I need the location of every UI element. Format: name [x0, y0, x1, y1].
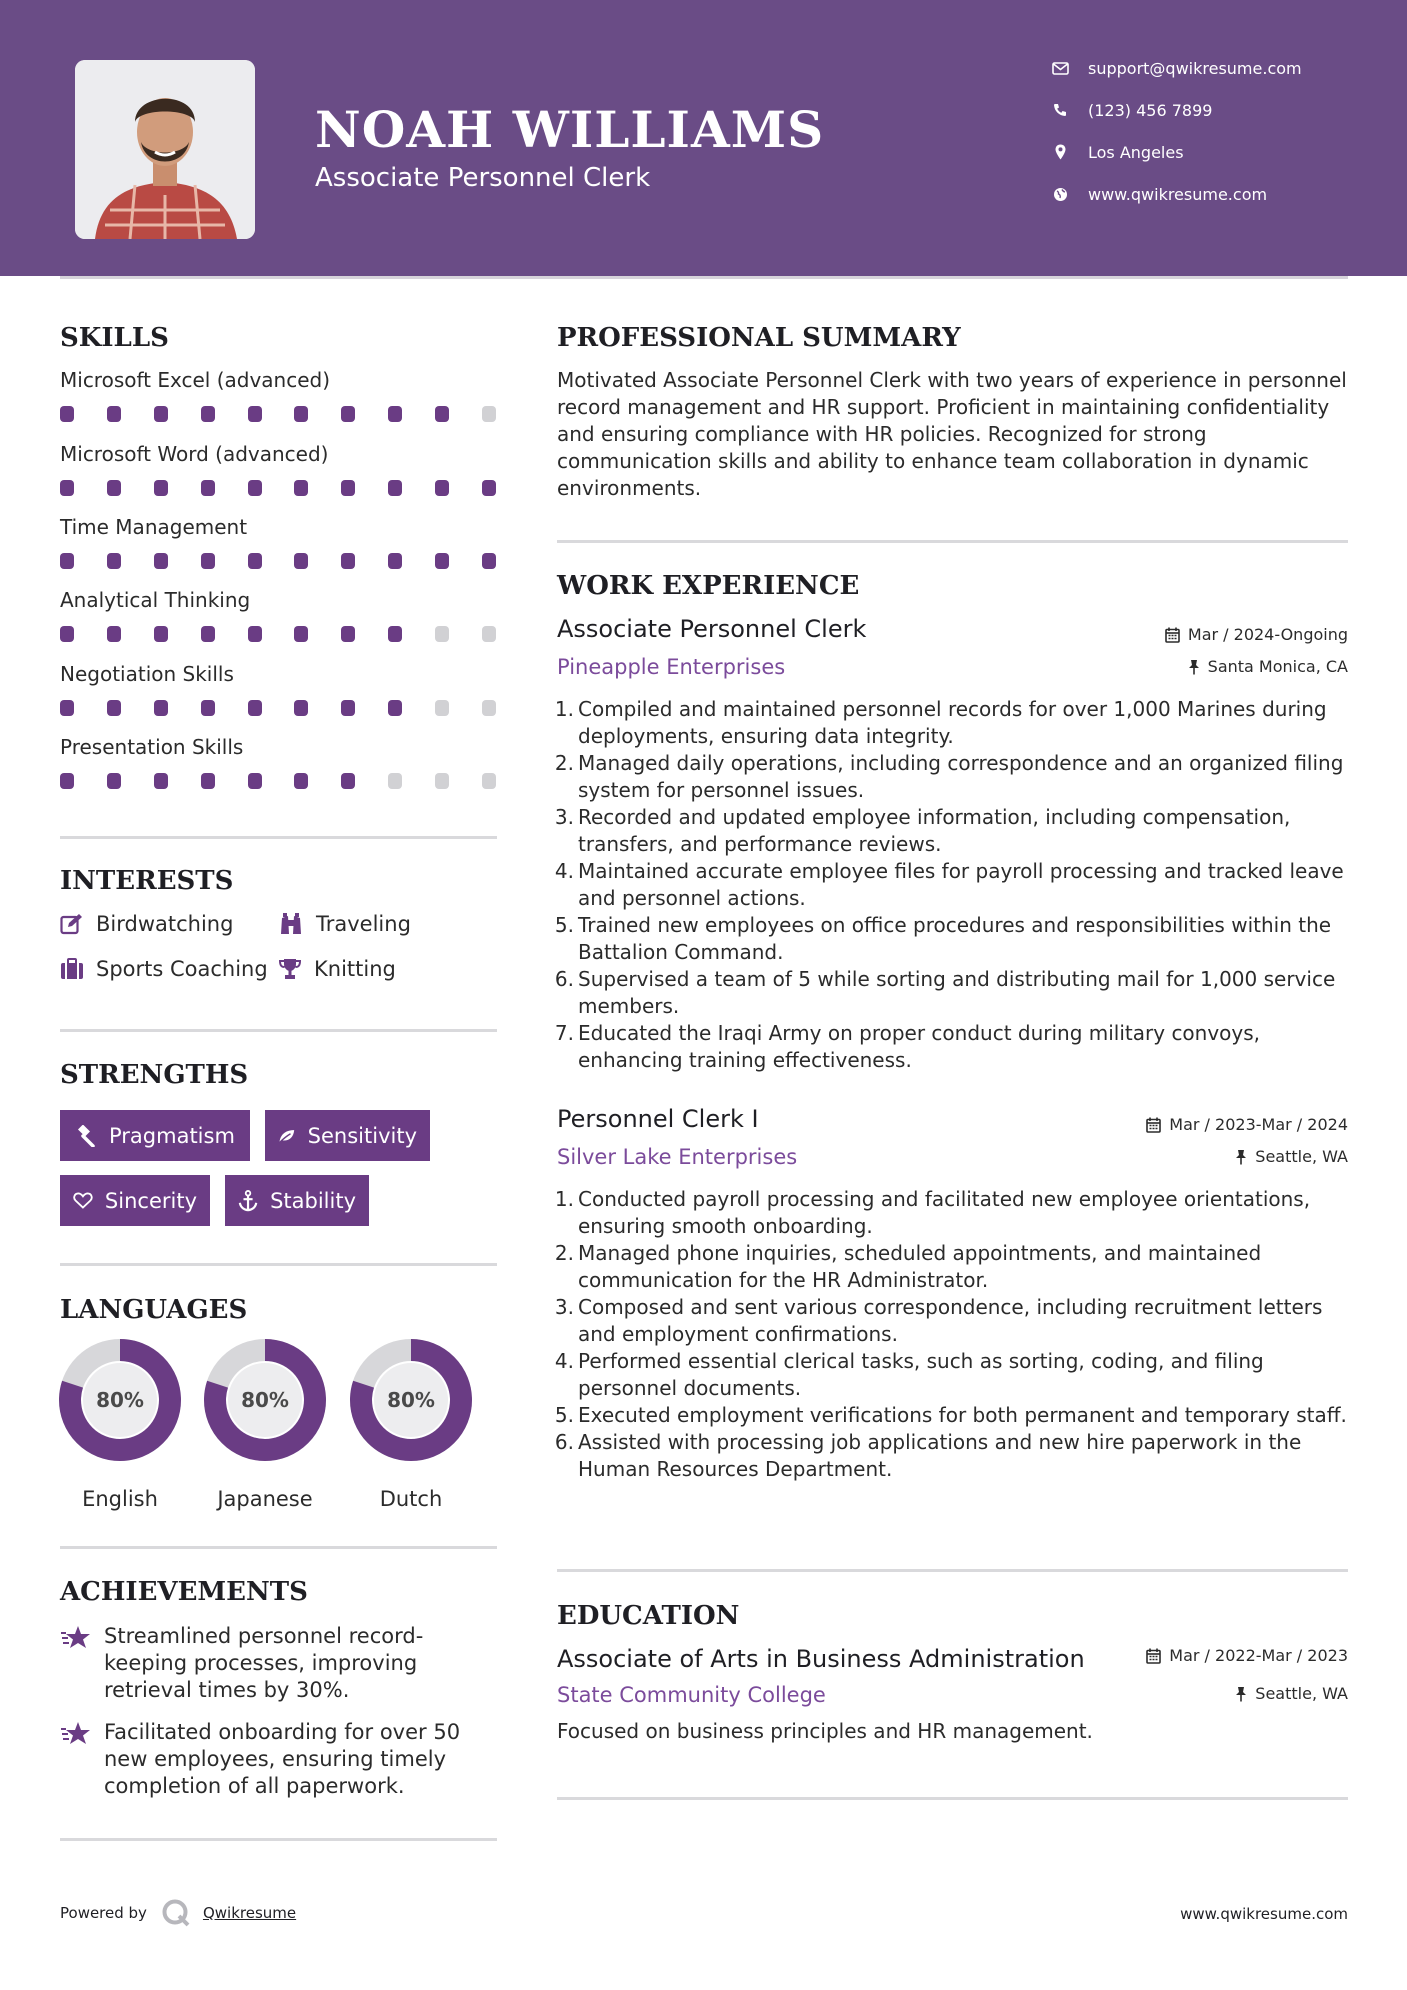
skill-dot-filled [107, 480, 121, 496]
bullet-item [552, 750, 1352, 804]
footer-website[interactable]: www.qwikresume.com [1180, 1905, 1348, 1923]
interest-item [278, 912, 411, 936]
skill-dot-filled [107, 773, 121, 789]
achievement-text: Facilitated onboarding for over 50 new employees, ensuring timely completion of all paperwork. [104, 1720, 461, 1798]
leaf-icon [278, 1126, 296, 1146]
globe-icon [1050, 184, 1070, 204]
qwikresume-logo-icon [161, 1898, 191, 1928]
candidate-name: NOAH WILLIAMS [315, 100, 825, 159]
strength-label: Sensitivity [307, 1123, 417, 1148]
interest-item [60, 957, 268, 981]
skill-dot-filled [201, 480, 215, 496]
pencil-square-icon [60, 913, 84, 935]
skill-dot-filled [107, 406, 121, 422]
skill-dot-empty [435, 626, 449, 642]
qwikresume-link[interactable]: Qwikresume [202, 1904, 297, 1922]
bullet-text: Compiled and maintained personnel records for over 1,000 Marines during deployments, ensuring data integrity. [578, 697, 1327, 748]
bullet-item [552, 1348, 1352, 1402]
skill-dot-filled [248, 773, 262, 789]
skill-dot-filled [388, 700, 402, 716]
skills-heading: SKILLS [60, 323, 169, 353]
bullet-text: Educated the Iraqi Army on proper conduct during military convoys, enhancing training effectiveness. [578, 1021, 1261, 1072]
skill-dot-filled [201, 553, 215, 569]
bullet-text: Assisted with processing job applications and new hire paperwork in the Human Resources Department. [578, 1430, 1302, 1481]
header-divider [60, 276, 1348, 279]
bullet-number: 4. [554, 1349, 574, 1373]
skill-rating [60, 626, 496, 642]
pushpin-icon [1235, 1149, 1247, 1165]
bullet-number: 3. [554, 1295, 574, 1319]
language-percent: 80% [241, 1388, 289, 1412]
skill-name: Time Management [60, 515, 248, 539]
language-name: Japanese [217, 1487, 313, 1511]
skill-name: Negotiation Skills [60, 662, 234, 686]
skill-dot-empty [482, 626, 496, 642]
interest-item [278, 957, 396, 981]
skill-dot-filled [248, 406, 262, 422]
bullet-item [552, 1402, 1352, 1429]
contact-phone[interactable] [1050, 100, 1212, 120]
heart-icon [73, 1190, 93, 1211]
skill-dot-filled [154, 480, 168, 496]
bullet-item [552, 858, 1352, 912]
section-divider [60, 1263, 497, 1266]
skill-name: Microsoft Word (advanced) [60, 442, 329, 466]
strength-tag [60, 1175, 210, 1226]
skill-dot-filled [341, 773, 355, 789]
skill-dot-filled [341, 626, 355, 642]
skill-dot-filled [248, 700, 262, 716]
job-location-text: Santa Monica, CA [1207, 657, 1348, 676]
skill-name: Presentation Skills [60, 735, 244, 759]
anchor-icon [238, 1189, 258, 1213]
skill-dot-filled [435, 480, 449, 496]
interest-item [60, 912, 233, 936]
skill-dot-filled [248, 480, 262, 496]
star-icon [60, 1623, 104, 1704]
envelope-icon [1050, 58, 1070, 78]
strength-label: Sincerity [104, 1188, 197, 1213]
binoculars-icon [278, 912, 304, 936]
bullet-text: Managed phone inquiries, scheduled appointments, and maintained communication for the HR Administrator. [578, 1241, 1262, 1292]
skill-dot-filled [60, 626, 74, 642]
strength-label: Stability [270, 1188, 356, 1213]
language-item [350, 1339, 472, 1511]
job-bullets [552, 696, 1352, 1074]
education-location [1235, 1684, 1348, 1703]
job-bullets [552, 1186, 1352, 1483]
calendar-icon [1165, 627, 1180, 643]
language-percent: 80% [96, 1388, 144, 1412]
job-dates [1165, 625, 1348, 644]
skill-dot-filled [60, 700, 74, 716]
job-company: Pineapple Enterprises [557, 655, 786, 679]
contact-location-text: Los Angeles [1088, 142, 1184, 162]
bullet-text: Executed employment verifications for both permanent and temporary staff. [578, 1403, 1347, 1427]
skill-dot-filled [388, 480, 402, 496]
bullet-item [552, 1186, 1352, 1240]
skill-dot-filled [60, 773, 74, 789]
skill-dot-filled [435, 553, 449, 569]
skill-dot-filled [388, 406, 402, 422]
summary-text: Motivated Associate Personnel Clerk with two years of experience in personnel record management and HR support. Proficient in maintaining confidentiality and ensuring compliance with HR policies. Recognized for strong communication skills and ability to enhance team collaboration in dynamic environments. [557, 368, 1347, 500]
skill-dot-filled [388, 553, 402, 569]
achievement-item [60, 1623, 500, 1704]
bullet-text: Supervised a team of 5 while sorting and distributing mail for 1,000 service members. [578, 967, 1336, 1018]
summary-heading: PROFESSIONAL SUMMARY [557, 323, 961, 353]
contact-website[interactable] [1050, 184, 1267, 204]
strength-tag [225, 1175, 369, 1226]
contact-email-text: support@qwikresume.com [1088, 58, 1302, 78]
skill-dot-filled [294, 700, 308, 716]
skill-dot-filled [154, 406, 168, 422]
skill-rating [60, 553, 496, 569]
skill-name: Analytical Thinking [60, 588, 251, 612]
section-divider [557, 1569, 1348, 1572]
calendar-icon [1146, 1648, 1161, 1664]
skill-dot-filled [482, 553, 496, 569]
bullet-item [552, 912, 1352, 966]
bullet-item [552, 1240, 1352, 1294]
strength-tag [60, 1110, 250, 1161]
interest-label: Sports Coaching [96, 957, 268, 981]
section-divider [60, 1029, 497, 1032]
phone-icon [1050, 100, 1070, 120]
candidate-title: Associate Personnel Clerk [315, 163, 651, 193]
language-item [59, 1339, 181, 1511]
skill-dot-filled [388, 626, 402, 642]
achievement-text: Streamlined personnel record-keeping processes, improving retrieval times by 30%. [104, 1624, 424, 1702]
education-school: State Community College [557, 1683, 826, 1707]
bullet-number: 4. [554, 859, 574, 883]
contact-email[interactable] [1050, 58, 1302, 78]
bullet-text: Conducted payroll processing and facilitated new employee orientations, ensuring smooth onboarding. [578, 1187, 1311, 1238]
bullet-item [552, 1429, 1352, 1483]
skill-dot-filled [154, 626, 168, 642]
skill-rating [60, 700, 496, 716]
education-dates-text: Mar / 2022-Mar / 2023 [1169, 1646, 1348, 1665]
gavel-icon [73, 1125, 97, 1147]
language-name: English [82, 1487, 158, 1511]
education-degree: Associate of Arts in Business Administration [557, 1645, 1085, 1673]
bullet-number: 6. [554, 967, 574, 991]
skill-dot-filled [201, 773, 215, 789]
footer-branding [60, 1898, 296, 1928]
skill-dot-filled [341, 553, 355, 569]
bullet-number: 5. [554, 1403, 574, 1427]
skill-dot-empty [482, 700, 496, 716]
education-location-text: Seattle, WA [1255, 1684, 1348, 1703]
skill-dot-filled [107, 626, 121, 642]
pushpin-icon [1235, 1686, 1247, 1702]
skill-dot-empty [435, 700, 449, 716]
powered-by-text: Powered by [60, 1904, 147, 1922]
skill-dot-filled [154, 553, 168, 569]
bullet-text: Composed and sent various correspondence, including recruitment letters and employment confirmations. [578, 1295, 1323, 1346]
skill-dot-filled [341, 700, 355, 716]
job-location-text: Seattle, WA [1255, 1147, 1348, 1166]
bullet-number: 6. [554, 1430, 574, 1454]
contact-location [1050, 142, 1184, 162]
section-divider [557, 540, 1348, 543]
skill-dot-empty [482, 406, 496, 422]
skill-dot-filled [107, 700, 121, 716]
calendar-icon [1146, 1117, 1161, 1133]
skill-dot-filled [482, 480, 496, 496]
strength-label: Pragmatism [109, 1123, 235, 1148]
job-dates-text: Mar / 2024-Ongoing [1187, 625, 1348, 644]
interest-label: Knitting [314, 957, 396, 981]
achievement-item [60, 1719, 500, 1800]
achievements-heading: ACHIEVEMENTS [60, 1577, 308, 1607]
job-title: Personnel Clerk I [557, 1105, 759, 1133]
contact-phone-text: (123) 456 7899 [1088, 100, 1213, 120]
section-divider [60, 836, 497, 839]
skill-dot-filled [294, 406, 308, 422]
interest-label: Traveling [316, 912, 411, 936]
bullet-text: Managed daily operations, including correspondence and an organized filing system for personnel issues. [578, 751, 1344, 802]
map-pin-icon [1050, 142, 1070, 162]
skill-dot-filled [201, 406, 215, 422]
bullet-number: 2. [554, 751, 574, 775]
briefcase-icon [60, 958, 84, 980]
job-dates-text: Mar / 2023-Mar / 2024 [1169, 1115, 1348, 1134]
skill-dot-filled [60, 406, 74, 422]
skill-rating [60, 480, 496, 496]
interests-heading: INTERESTS [60, 866, 234, 896]
bullet-item [552, 966, 1352, 1020]
bullet-text: Recorded and updated employee information, including compensation, transfers, and performance reviews. [578, 805, 1291, 856]
strength-tag [265, 1110, 430, 1161]
skill-dot-filled [341, 480, 355, 496]
job-dates [1146, 1115, 1348, 1134]
pushpin-icon [1188, 659, 1200, 675]
skill-dot-filled [154, 773, 168, 789]
interest-label: Birdwatching [96, 912, 234, 936]
star-icon [60, 1719, 104, 1800]
bullet-item [552, 804, 1352, 858]
strengths-heading: STRENGTHS [60, 1060, 249, 1090]
education-description: Focused on business principles and HR management. [557, 1719, 1093, 1743]
skill-dot-filled [341, 406, 355, 422]
skill-dot-empty [435, 773, 449, 789]
work-heading: WORK EXPERIENCE [557, 571, 860, 601]
bullet-number: 5. [554, 913, 574, 937]
job-company: Silver Lake Enterprises [557, 1145, 798, 1169]
language-name: Dutch [379, 1487, 443, 1511]
bullet-number: 2. [554, 1241, 574, 1265]
skill-dot-filled [294, 480, 308, 496]
language-item [204, 1339, 326, 1511]
bullet-item [552, 1294, 1352, 1348]
profile-photo [75, 60, 255, 239]
section-divider [60, 1546, 497, 1549]
skill-dot-filled [294, 773, 308, 789]
skill-dot-empty [482, 773, 496, 789]
job-location [1188, 657, 1348, 676]
bullet-text: Trained new employees on office procedures and responsibilities within the Battalion Command. [578, 913, 1332, 964]
skill-dot-empty [388, 773, 402, 789]
skill-dot-filled [201, 700, 215, 716]
bullet-number: 1. [554, 697, 574, 721]
bullet-item [552, 1020, 1352, 1074]
skill-dot-filled [154, 700, 168, 716]
skill-dot-filled [248, 626, 262, 642]
language-percent: 80% [387, 1388, 435, 1412]
job-title: Associate Personnel Clerk [557, 615, 867, 643]
skill-name: Microsoft Excel (advanced) [60, 368, 331, 392]
languages-heading: LANGUAGES [60, 1295, 248, 1325]
skill-rating [60, 406, 496, 422]
education-dates [1146, 1646, 1348, 1665]
skill-dot-filled [60, 480, 74, 496]
skill-dot-filled [107, 553, 121, 569]
skill-dot-filled [294, 553, 308, 569]
skill-dot-filled [248, 553, 262, 569]
resume-header [0, 0, 1407, 276]
skill-rating [60, 773, 496, 789]
bullet-item [552, 696, 1352, 750]
trophy-icon [278, 958, 302, 980]
bullet-number: 3. [554, 805, 574, 829]
section-divider [557, 1797, 1348, 1800]
job-location [1235, 1147, 1348, 1166]
section-divider [60, 1838, 497, 1841]
education-heading: EDUCATION [557, 1601, 740, 1631]
bullet-text: Performed essential clerical tasks, such as sorting, coding, and filing personnel documents. [578, 1349, 1264, 1400]
bullet-number: 7. [554, 1021, 574, 1045]
bullet-text: Maintained accurate employee files for payroll processing and tracked leave and personnel actions. [578, 859, 1344, 910]
bullet-number: 1. [554, 1187, 574, 1211]
skill-dot-filled [60, 553, 74, 569]
contact-website-text: www.qwikresume.com [1088, 184, 1268, 204]
skill-dot-filled [435, 406, 449, 422]
skill-dot-filled [201, 626, 215, 642]
skill-dot-filled [294, 626, 308, 642]
